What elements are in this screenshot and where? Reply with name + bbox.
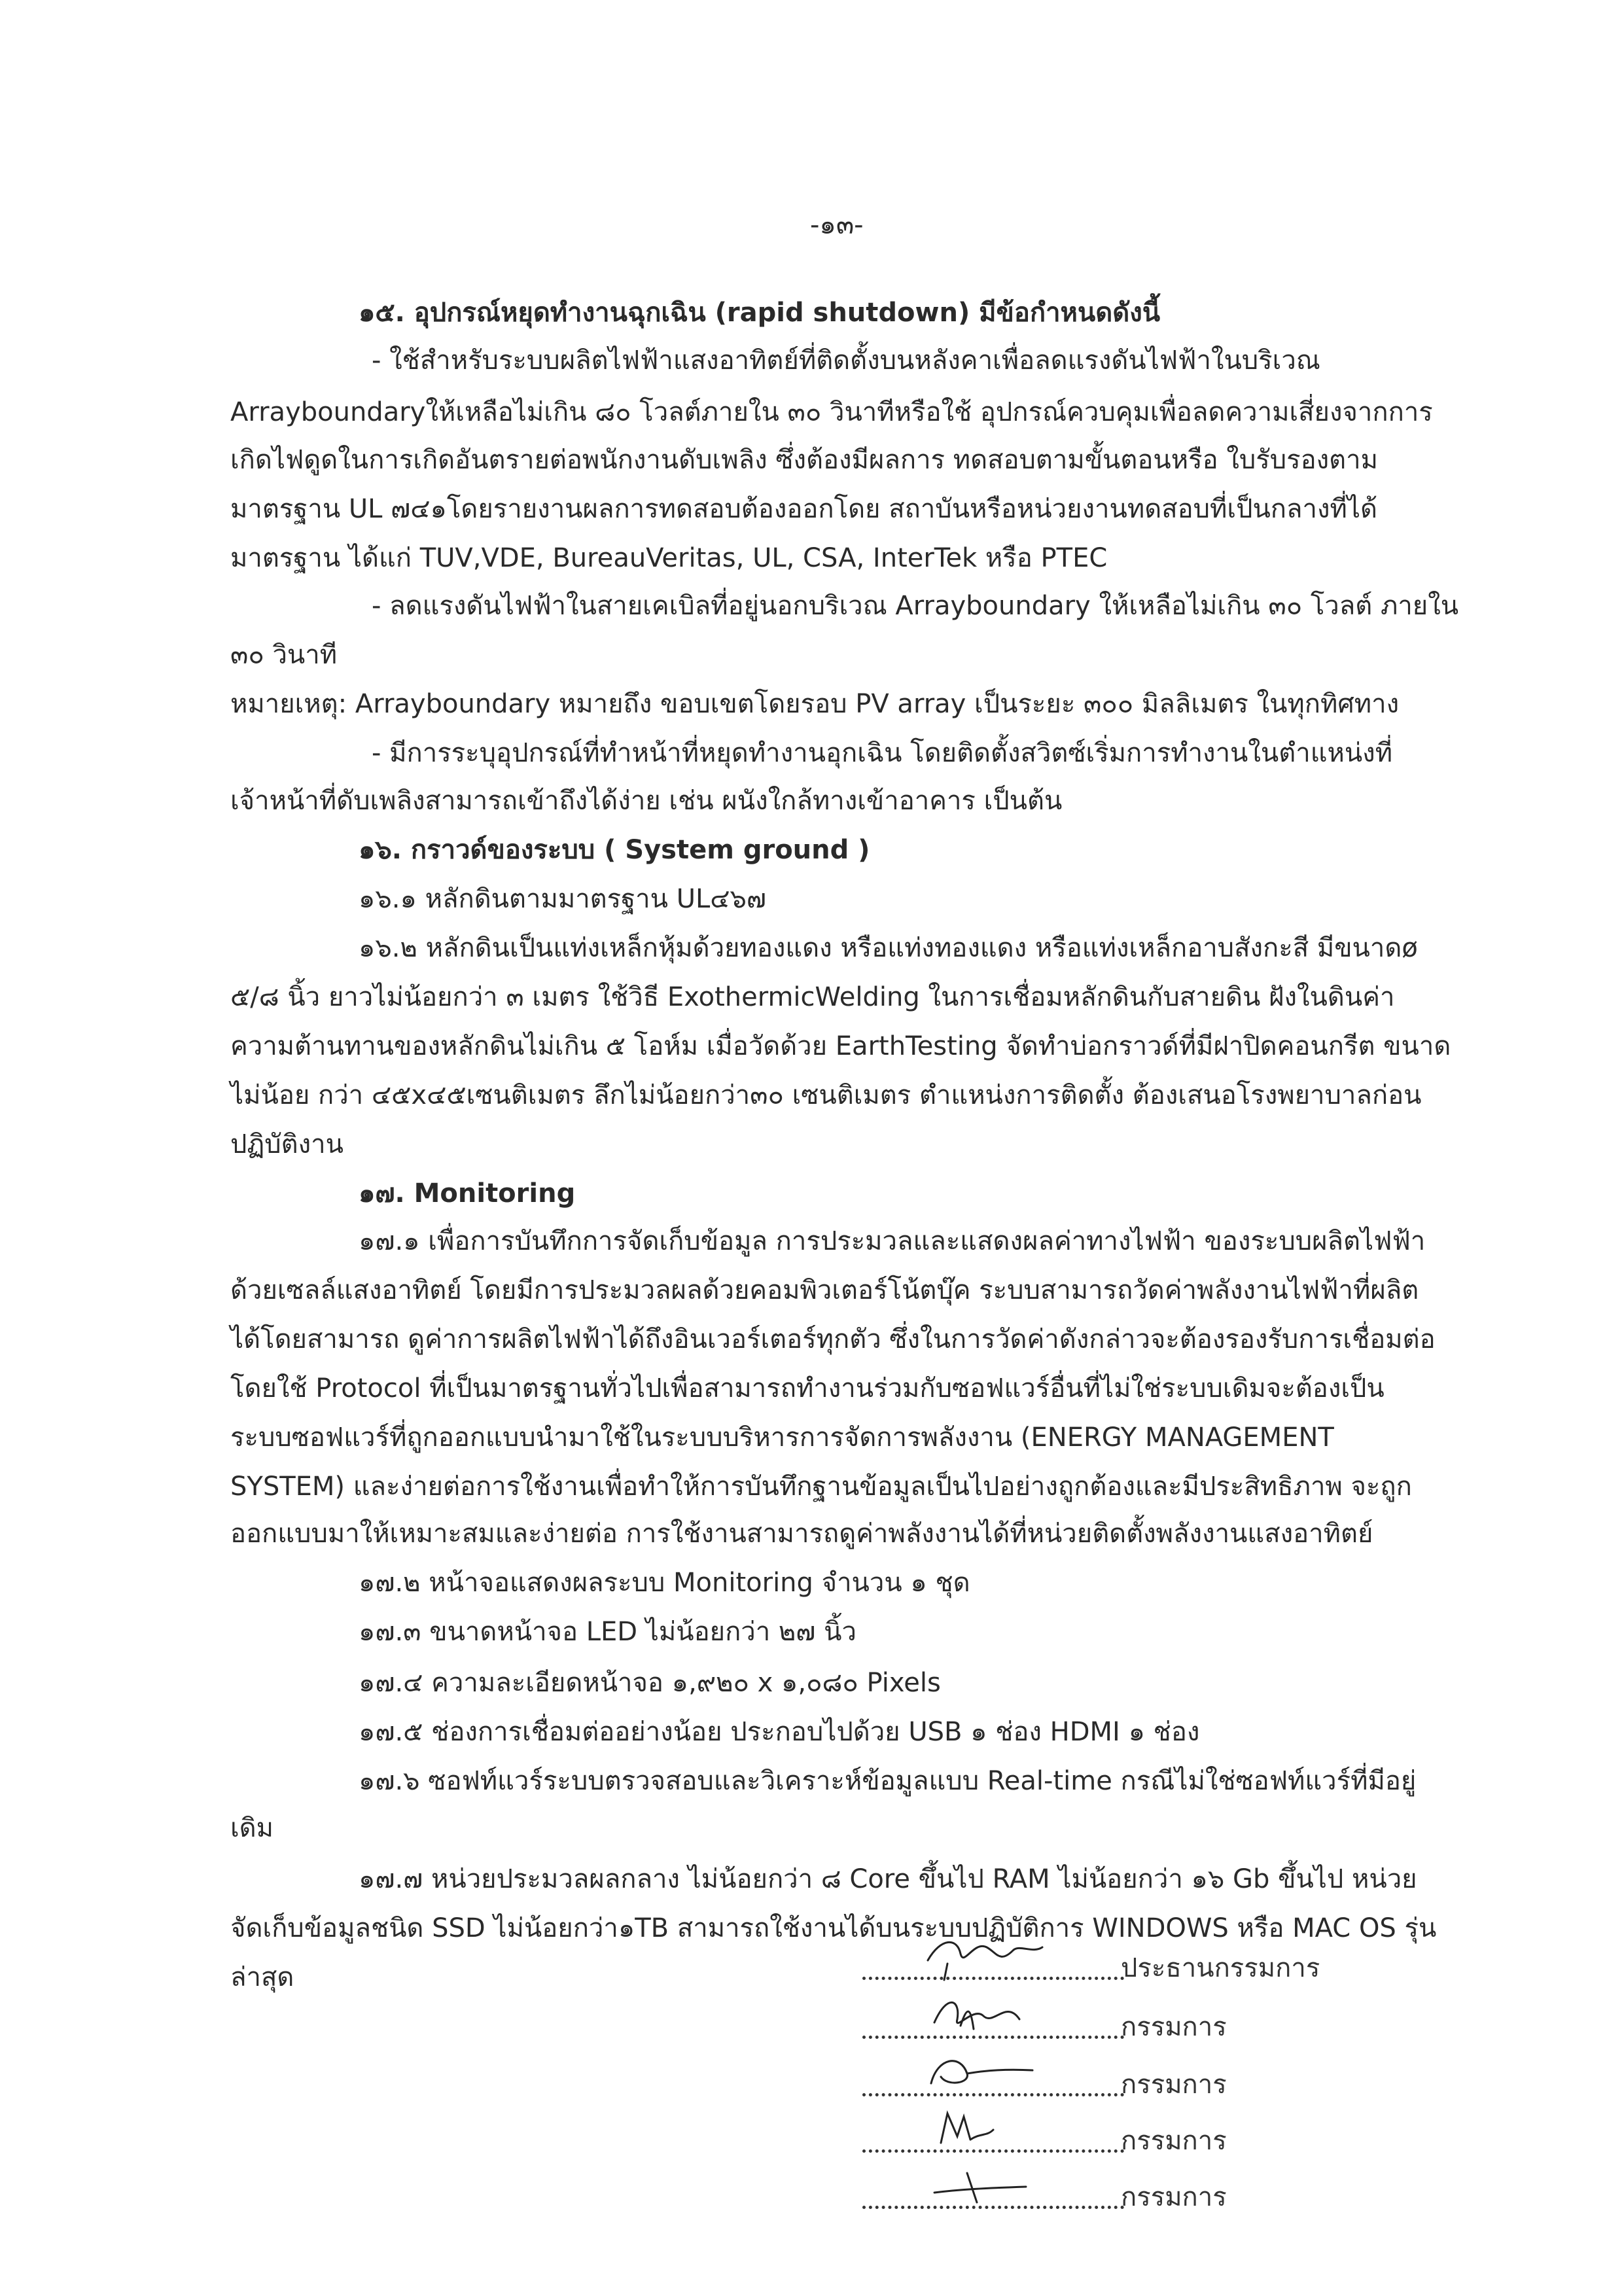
body-text-line: ๑๗.๒ หน้าจอแสดงผลระบบ Monitoring จำนวน ๑ ชุด bbox=[359, 1568, 970, 1598]
body-text-line: - มีการระบุอุปกรณ์ที่ทำหน้าที่หยุดทำงานอุกเฉิน โดยติดตั้งสวิตซ์เริ่มการทำงานในตำแหน่งที่ bbox=[372, 738, 1393, 768]
body-text-line: ๑๗.๕ ช่องการเชื่อมต่ออย่างน้อย ประกอบไปด้วย USB ๑ ช่อง HDMI ๑ ช่อง bbox=[359, 1717, 1200, 1747]
section-heading: ๑๖. กราวด์ของระบบ ( System ground ) bbox=[359, 835, 870, 865]
handwritten-signature bbox=[921, 1993, 1052, 2045]
handwritten-signature bbox=[921, 1934, 1052, 1987]
signature-line bbox=[862, 2176, 1347, 2216]
section-heading: ๑๗. Monitoring bbox=[359, 1178, 576, 1209]
body-text-line: ความต้านทานของหลักดินไม่เกิน ๕ โอห์ม เมื่อวัดด้วย EarthTesting จัดทำบ่อกราวด์ที่มีฝาปิดคอนกรีต ขนาด bbox=[230, 1031, 1451, 1061]
section-heading: ๑๕. อุปกรณ์หยุดทำงานฉุกเฉิน (rapid shutdown) มีข้อกำหนดดังนี้ bbox=[359, 298, 1161, 328]
body-text-line: ๑๗.๖ ซอฟท์แวร์ระบบตรวจสอบและวิเคราะห์ข้อมูลแบบ Real-time กรณีไม่ใช่ซอฟท์แวร์ที่มีอยู่ bbox=[359, 1766, 1417, 1796]
body-text-line: ๑๖.๒ หลักดินเป็นแท่งเหล็กหุ้มด้วยทองแดง หรือแท่งทองแดง หรือแท่งเหล็กอาบสังกะสี มีขนาดø bbox=[359, 933, 1418, 963]
body-text-line: - ใช้สำหรับระบบผลิตไฟฟ้าแสงอาทิตย์ที่ติดตั้งบนหลังคาเพื่อลดแรงดันไฟฟ้าในบริเวณ bbox=[372, 345, 1320, 376]
body-text-line: เกิดไฟดูดในการเกิดอันตรายต่อพนักงานดับเพลิง ซึ่งต้องมีผลการ ทดสอบตามขั้นตอนหรือ ใบรับรองตาม bbox=[230, 445, 1378, 475]
signature-line bbox=[862, 1947, 1347, 1987]
signer-role: ประธานกรรมการ bbox=[1121, 1953, 1320, 1983]
body-text-line: โดยใช้ Protocol ที่เป็นมาตรฐานทั่วไปเพื่อสามารถทำงานร่วมกับซอฟแวร์อื่นที่ไม่ใช่ระบบเดิมจะต้องเป็น bbox=[230, 1373, 1385, 1404]
body-text-line: ออกแบบมาให้เหมาะสมและง่ายต่อ การใช้งานสามารถดูค่าพลังงานได้ที่หน่วยติดตั้งพลังงานแสงอาทิตย์ bbox=[230, 1519, 1373, 1549]
body-text-line: ล่าสุด bbox=[230, 1962, 294, 1992]
body-text-line: ๓๐ วินาที bbox=[230, 640, 338, 670]
signature-line bbox=[862, 2006, 1347, 2045]
signer-role: กรรมการ bbox=[1121, 2012, 1227, 2042]
body-text-line: ได้โดยสามารถ ดูค่าการผลิตไฟฟ้าได้ถึงอินเวอร์เตอร์ทุกตัว ซึ่งในการวัดค่าดังกล่าวจะต้องรองรับการเชื่อมต่อ bbox=[230, 1324, 1436, 1354]
body-text-line: ระบบซอฟแวร์ที่ถูกออกแบบนำมาใช้ในระบบบริหารการจัดการพลังงาน (ENERGY MANAGEMENT bbox=[230, 1422, 1334, 1453]
body-text-line: ๑๗.๗ หน่วยประมวลผลกลาง ไม่น้อยกว่า ๘ Core ขึ้นไป RAM ไม่น้อยกว่า ๑๖ Gb ขึ้นไป หน่วย bbox=[359, 1864, 1417, 1894]
body-text-line: เดิม bbox=[230, 1813, 274, 1843]
body-text-line: ๑๗.๔ ความละเอียดหน้าจอ ๑,๙๒๐ x ๑,๐๘๐ Pixels bbox=[359, 1668, 941, 1698]
body-text-line: ๑๖.๑ หลักดินตามมาตรฐาน UL๔๖๗ bbox=[359, 884, 767, 914]
signer-role: กรรมการ bbox=[1121, 2182, 1227, 2212]
body-text-line: เจ้าหน้าที่ดับเพลิงสามารถเข้าถึงได้ง่าย เช่น ผนังใกล้ทางเข้าอาคาร เป็นต้น bbox=[230, 786, 1063, 816]
body-text-line: มาตรฐาน UL ๗๔๑โดยรายงานผลการทดสอบต้องออกโดย สถาบันหรือหน่วยงานทดสอบที่เป็นกลางที่ได้ bbox=[230, 494, 1377, 524]
handwritten-signature bbox=[921, 2107, 1052, 2159]
body-text-line: - ลดแรงดันไฟฟ้าในสายเคเบิลที่อยู่นอกบริเวณ Arrayboundary ให้เหลือไม่เกิน ๓๐ โวลต์ ภายใน bbox=[372, 591, 1459, 621]
signer-role: กรรมการ bbox=[1121, 2126, 1227, 2156]
body-text-line: ปฏิบัติงาน bbox=[230, 1129, 344, 1159]
signature-line bbox=[862, 2120, 1347, 2159]
body-text-line: ๑๗.๓ ขนาดหน้าจอ LED ไม่น้อยกว่า ๒๗ นิ้ว bbox=[359, 1617, 856, 1647]
body-text-line: SYSTEM) และง่ายต่อการใช้งานเพื่อทำให้การบันทึกฐานข้อมูลเป็นไปอย่างถูกต้องและมีประสิทธิภาพ จะถูก bbox=[230, 1472, 1412, 1502]
signer-role: กรรมการ bbox=[1121, 2070, 1227, 2100]
body-text-line: มาตรฐาน ได้แก่ TUV,VDE, BureauVeritas, UL, CSA, InterTek หรือ PTEC bbox=[230, 543, 1108, 573]
page-number: -๑๓- bbox=[810, 210, 864, 240]
handwritten-signature bbox=[921, 2163, 1052, 2216]
body-text-line: จัดเก็บข้อมูลชนิด SSD ไม่น้อยกว่า๑TB สามารถใช้งานได้บนระบบปฏิบัติการ WINDOWS หรือ MAC OS รุ่น bbox=[230, 1913, 1437, 1943]
body-text-line: หมายเหตุ: Arrayboundary หมายถึง ขอบเขตโดยรอบ PV array เป็นระยะ ๓๐๐ มิลลิเมตร ในทุกทิศทาง bbox=[230, 689, 1400, 719]
body-text-line: ๑๗.๑ เพื่อการบันทึกการจัดเก็บข้อมูล การประมวลและแสดงผลค่าทางไฟฟ้า ของระบบผลิตไฟฟ้า bbox=[359, 1226, 1426, 1256]
body-text-line: ด้วยเซลล์แสงอาทิตย์ โดยมีการประมวลผลด้วยคอมพิวเตอร์โน้ตบุ๊ค ระบบสามารถวัดค่าพลังงานไฟฟ้าที่ผลิต bbox=[230, 1275, 1419, 1305]
body-text-line: Arrayboundaryให้เหลือไม่เกิน ๘๐ โวลต์ภายใน ๓๐ วินาทีหรือใช้ อุปกรณ์ควบคุมเพื่อลดความเสี่ยงจากการ bbox=[230, 397, 1433, 427]
signature-line bbox=[862, 2064, 1347, 2103]
body-text-line: ๕/๘ นิ้ว ยาวไม่น้อยกว่า ๓ เมตร ใช้วิธี ExothermicWelding ในการเชื่อมหลักดินกับสายดิน ฝังในดินค่า bbox=[230, 982, 1395, 1012]
body-text-line: ไม่น้อย กว่า ๔๕x๔๕เซนติเมตร ลึกไม่น้อยกว่า๓๐ เซนติเมตร ตำแหน่งการติดตั้ง ต้องเสนอโรงพยาบาลก่อน bbox=[230, 1080, 1422, 1110]
handwritten-signature bbox=[921, 2051, 1052, 2103]
